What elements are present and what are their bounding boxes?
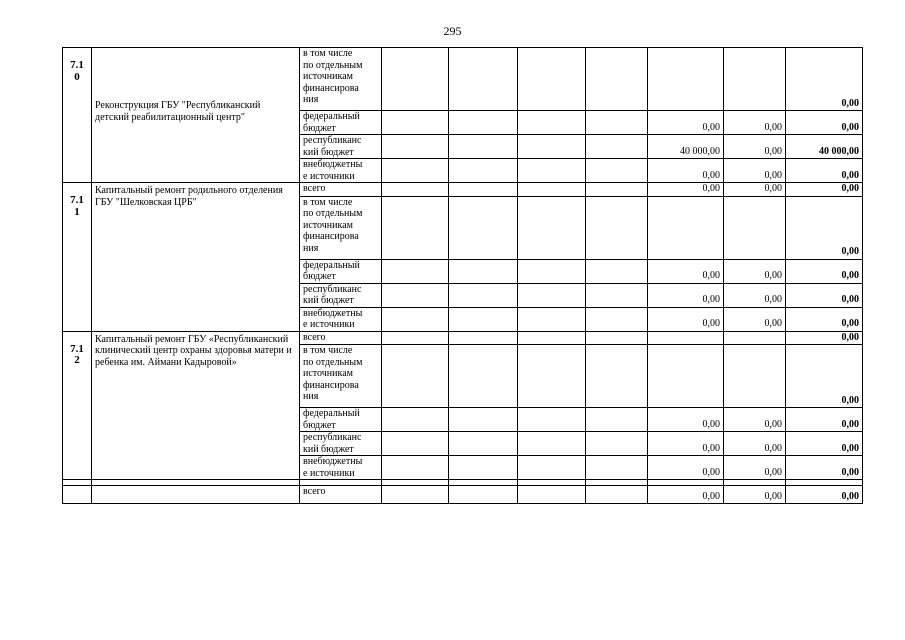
value-1: 40 000,00 bbox=[648, 135, 724, 159]
total-value: 0,00 bbox=[786, 196, 863, 259]
value-1: 0,00 bbox=[648, 408, 724, 432]
empty-cell bbox=[382, 196, 449, 259]
empty-cell bbox=[518, 307, 586, 331]
empty-cell bbox=[449, 345, 518, 408]
empty-cell bbox=[382, 408, 449, 432]
value-1: 0,00 bbox=[648, 432, 724, 456]
funding-source: федеральный бюджет bbox=[300, 408, 382, 432]
total-value: 0,00 bbox=[786, 111, 863, 135]
total-value: 0,00 bbox=[786, 159, 863, 183]
empty-cell bbox=[382, 111, 449, 135]
empty-cell bbox=[518, 183, 586, 197]
empty-cell bbox=[382, 486, 449, 504]
funding-source: всего bbox=[300, 486, 382, 504]
funding-source: всего bbox=[300, 331, 382, 345]
funding-source: федеральный бюджет bbox=[300, 259, 382, 283]
funding-source: в том числе по отдельным источникам финансирова ния bbox=[300, 196, 382, 259]
empty-cell bbox=[518, 331, 586, 345]
value-2: 0,00 bbox=[724, 486, 786, 504]
total-value: 0,00 bbox=[786, 183, 863, 197]
total-value: 0,00 bbox=[786, 408, 863, 432]
empty-cell bbox=[586, 183, 648, 197]
empty-cell bbox=[518, 111, 586, 135]
empty-cell bbox=[518, 159, 586, 183]
total-value: 0,00 bbox=[786, 307, 863, 331]
value-1: 0,00 bbox=[648, 307, 724, 331]
funding-source: внебюджетны е источники bbox=[300, 456, 382, 480]
value-1: 0,00 bbox=[648, 486, 724, 504]
empty-cell bbox=[586, 196, 648, 259]
empty-cell bbox=[586, 331, 648, 345]
empty-cell bbox=[449, 259, 518, 283]
item-number: 7.1 2 bbox=[63, 331, 92, 480]
total-value: 0,00 bbox=[786, 283, 863, 307]
table-row bbox=[63, 331, 863, 345]
funding-source: внебюджетны е источники bbox=[300, 307, 382, 331]
empty-cell bbox=[382, 159, 449, 183]
empty-cell bbox=[586, 48, 648, 111]
empty-cell bbox=[449, 456, 518, 480]
value-2 bbox=[724, 331, 786, 345]
value-1: 0,00 bbox=[648, 283, 724, 307]
funding-source: в том числе по отдельным источникам финансирова ния bbox=[300, 345, 382, 408]
value-2: 0,00 bbox=[724, 432, 786, 456]
empty-cell bbox=[449, 283, 518, 307]
empty-cell bbox=[449, 159, 518, 183]
budget-table bbox=[62, 47, 863, 504]
empty-cell bbox=[382, 345, 449, 408]
value-2: 0,00 bbox=[724, 259, 786, 283]
empty-cell bbox=[382, 283, 449, 307]
empty-cell bbox=[518, 135, 586, 159]
value-1: 0,00 bbox=[648, 111, 724, 135]
value-2: 0,00 bbox=[724, 307, 786, 331]
item-number: 7.1 0 bbox=[63, 48, 92, 183]
empty-cell bbox=[518, 456, 586, 480]
table-row bbox=[63, 48, 863, 111]
value-1 bbox=[648, 48, 724, 111]
item-number: 7.1 1 bbox=[63, 183, 92, 332]
total-row bbox=[63, 486, 863, 504]
total-value: 0,00 bbox=[786, 259, 863, 283]
empty-cell bbox=[449, 135, 518, 159]
total-value: 0,00 bbox=[786, 345, 863, 408]
empty-cell bbox=[586, 135, 648, 159]
empty-cell bbox=[449, 486, 518, 504]
value-2 bbox=[724, 48, 786, 111]
value-2: 0,00 bbox=[724, 135, 786, 159]
value-2: 0,00 bbox=[724, 183, 786, 197]
value-2: 0,00 bbox=[724, 111, 786, 135]
total-value: 40 000,00 bbox=[786, 135, 863, 159]
total-value: 0,00 bbox=[786, 432, 863, 456]
empty-cell bbox=[449, 183, 518, 197]
item-name: Капитальный ремонт родильного отделения ГБУ "Шелковская ЦРБ" bbox=[92, 183, 300, 332]
item-name: Реконструкция ГБУ "Республиканский детский реабилитационный центр" bbox=[92, 48, 300, 183]
funding-source: республиканс кий бюджет bbox=[300, 135, 382, 159]
empty-cell bbox=[586, 111, 648, 135]
funding-source: республиканс кий бюджет bbox=[300, 283, 382, 307]
item-name: Капитальный ремонт ГБУ «Республиканский клинический центр охраны здоровья матери и ребенка им. Аймани Кадыровой» bbox=[92, 331, 300, 480]
empty-cell bbox=[449, 408, 518, 432]
value-2 bbox=[724, 345, 786, 408]
table-row bbox=[63, 183, 863, 197]
funding-source: республиканс кий бюджет bbox=[300, 432, 382, 456]
empty-cell bbox=[586, 432, 648, 456]
empty-cell bbox=[449, 432, 518, 456]
funding-source: федеральный бюджет bbox=[300, 111, 382, 135]
empty-cell bbox=[518, 259, 586, 283]
value-1: 0,00 bbox=[648, 183, 724, 197]
empty-cell bbox=[586, 408, 648, 432]
total-value: 0,00 bbox=[786, 486, 863, 504]
empty-cell bbox=[586, 307, 648, 331]
empty-cell bbox=[92, 486, 300, 504]
empty-cell bbox=[449, 307, 518, 331]
funding-source: внебюджетны е источники bbox=[300, 159, 382, 183]
value-1: 0,00 bbox=[648, 456, 724, 480]
empty-cell bbox=[382, 307, 449, 331]
empty-cell bbox=[518, 48, 586, 111]
total-value: 0,00 bbox=[786, 331, 863, 345]
empty-cell bbox=[586, 456, 648, 480]
empty-cell bbox=[586, 283, 648, 307]
value-2: 0,00 bbox=[724, 283, 786, 307]
total-value: 0,00 bbox=[786, 48, 863, 111]
empty-cell bbox=[449, 111, 518, 135]
empty-cell bbox=[449, 331, 518, 345]
empty-cell bbox=[518, 408, 586, 432]
funding-source: всего bbox=[300, 183, 382, 197]
empty-cell bbox=[382, 456, 449, 480]
empty-cell bbox=[63, 486, 92, 504]
value-1 bbox=[648, 345, 724, 408]
page-number: 295 bbox=[443, 24, 462, 38]
empty-cell bbox=[382, 259, 449, 283]
empty-cell bbox=[518, 283, 586, 307]
empty-cell bbox=[586, 345, 648, 408]
value-2: 0,00 bbox=[724, 159, 786, 183]
empty-cell bbox=[449, 48, 518, 111]
empty-cell bbox=[518, 486, 586, 504]
value-1 bbox=[648, 196, 724, 259]
empty-cell bbox=[382, 48, 449, 111]
value-2: 0,00 bbox=[724, 456, 786, 480]
total-value: 0,00 bbox=[786, 456, 863, 480]
value-1 bbox=[648, 331, 724, 345]
value-2: 0,00 bbox=[724, 408, 786, 432]
funding-source: в том числе по отдельным источникам финансирова ния bbox=[300, 48, 382, 111]
empty-cell bbox=[586, 486, 648, 504]
empty-cell bbox=[382, 183, 449, 197]
empty-cell bbox=[518, 432, 586, 456]
value-2 bbox=[724, 196, 786, 259]
empty-cell bbox=[449, 196, 518, 259]
empty-cell bbox=[382, 432, 449, 456]
value-1: 0,00 bbox=[648, 259, 724, 283]
empty-cell bbox=[518, 196, 586, 259]
empty-cell bbox=[382, 135, 449, 159]
value-1: 0,00 bbox=[648, 159, 724, 183]
empty-cell bbox=[586, 159, 648, 183]
empty-cell bbox=[518, 345, 586, 408]
empty-cell bbox=[586, 259, 648, 283]
empty-cell bbox=[382, 331, 449, 345]
